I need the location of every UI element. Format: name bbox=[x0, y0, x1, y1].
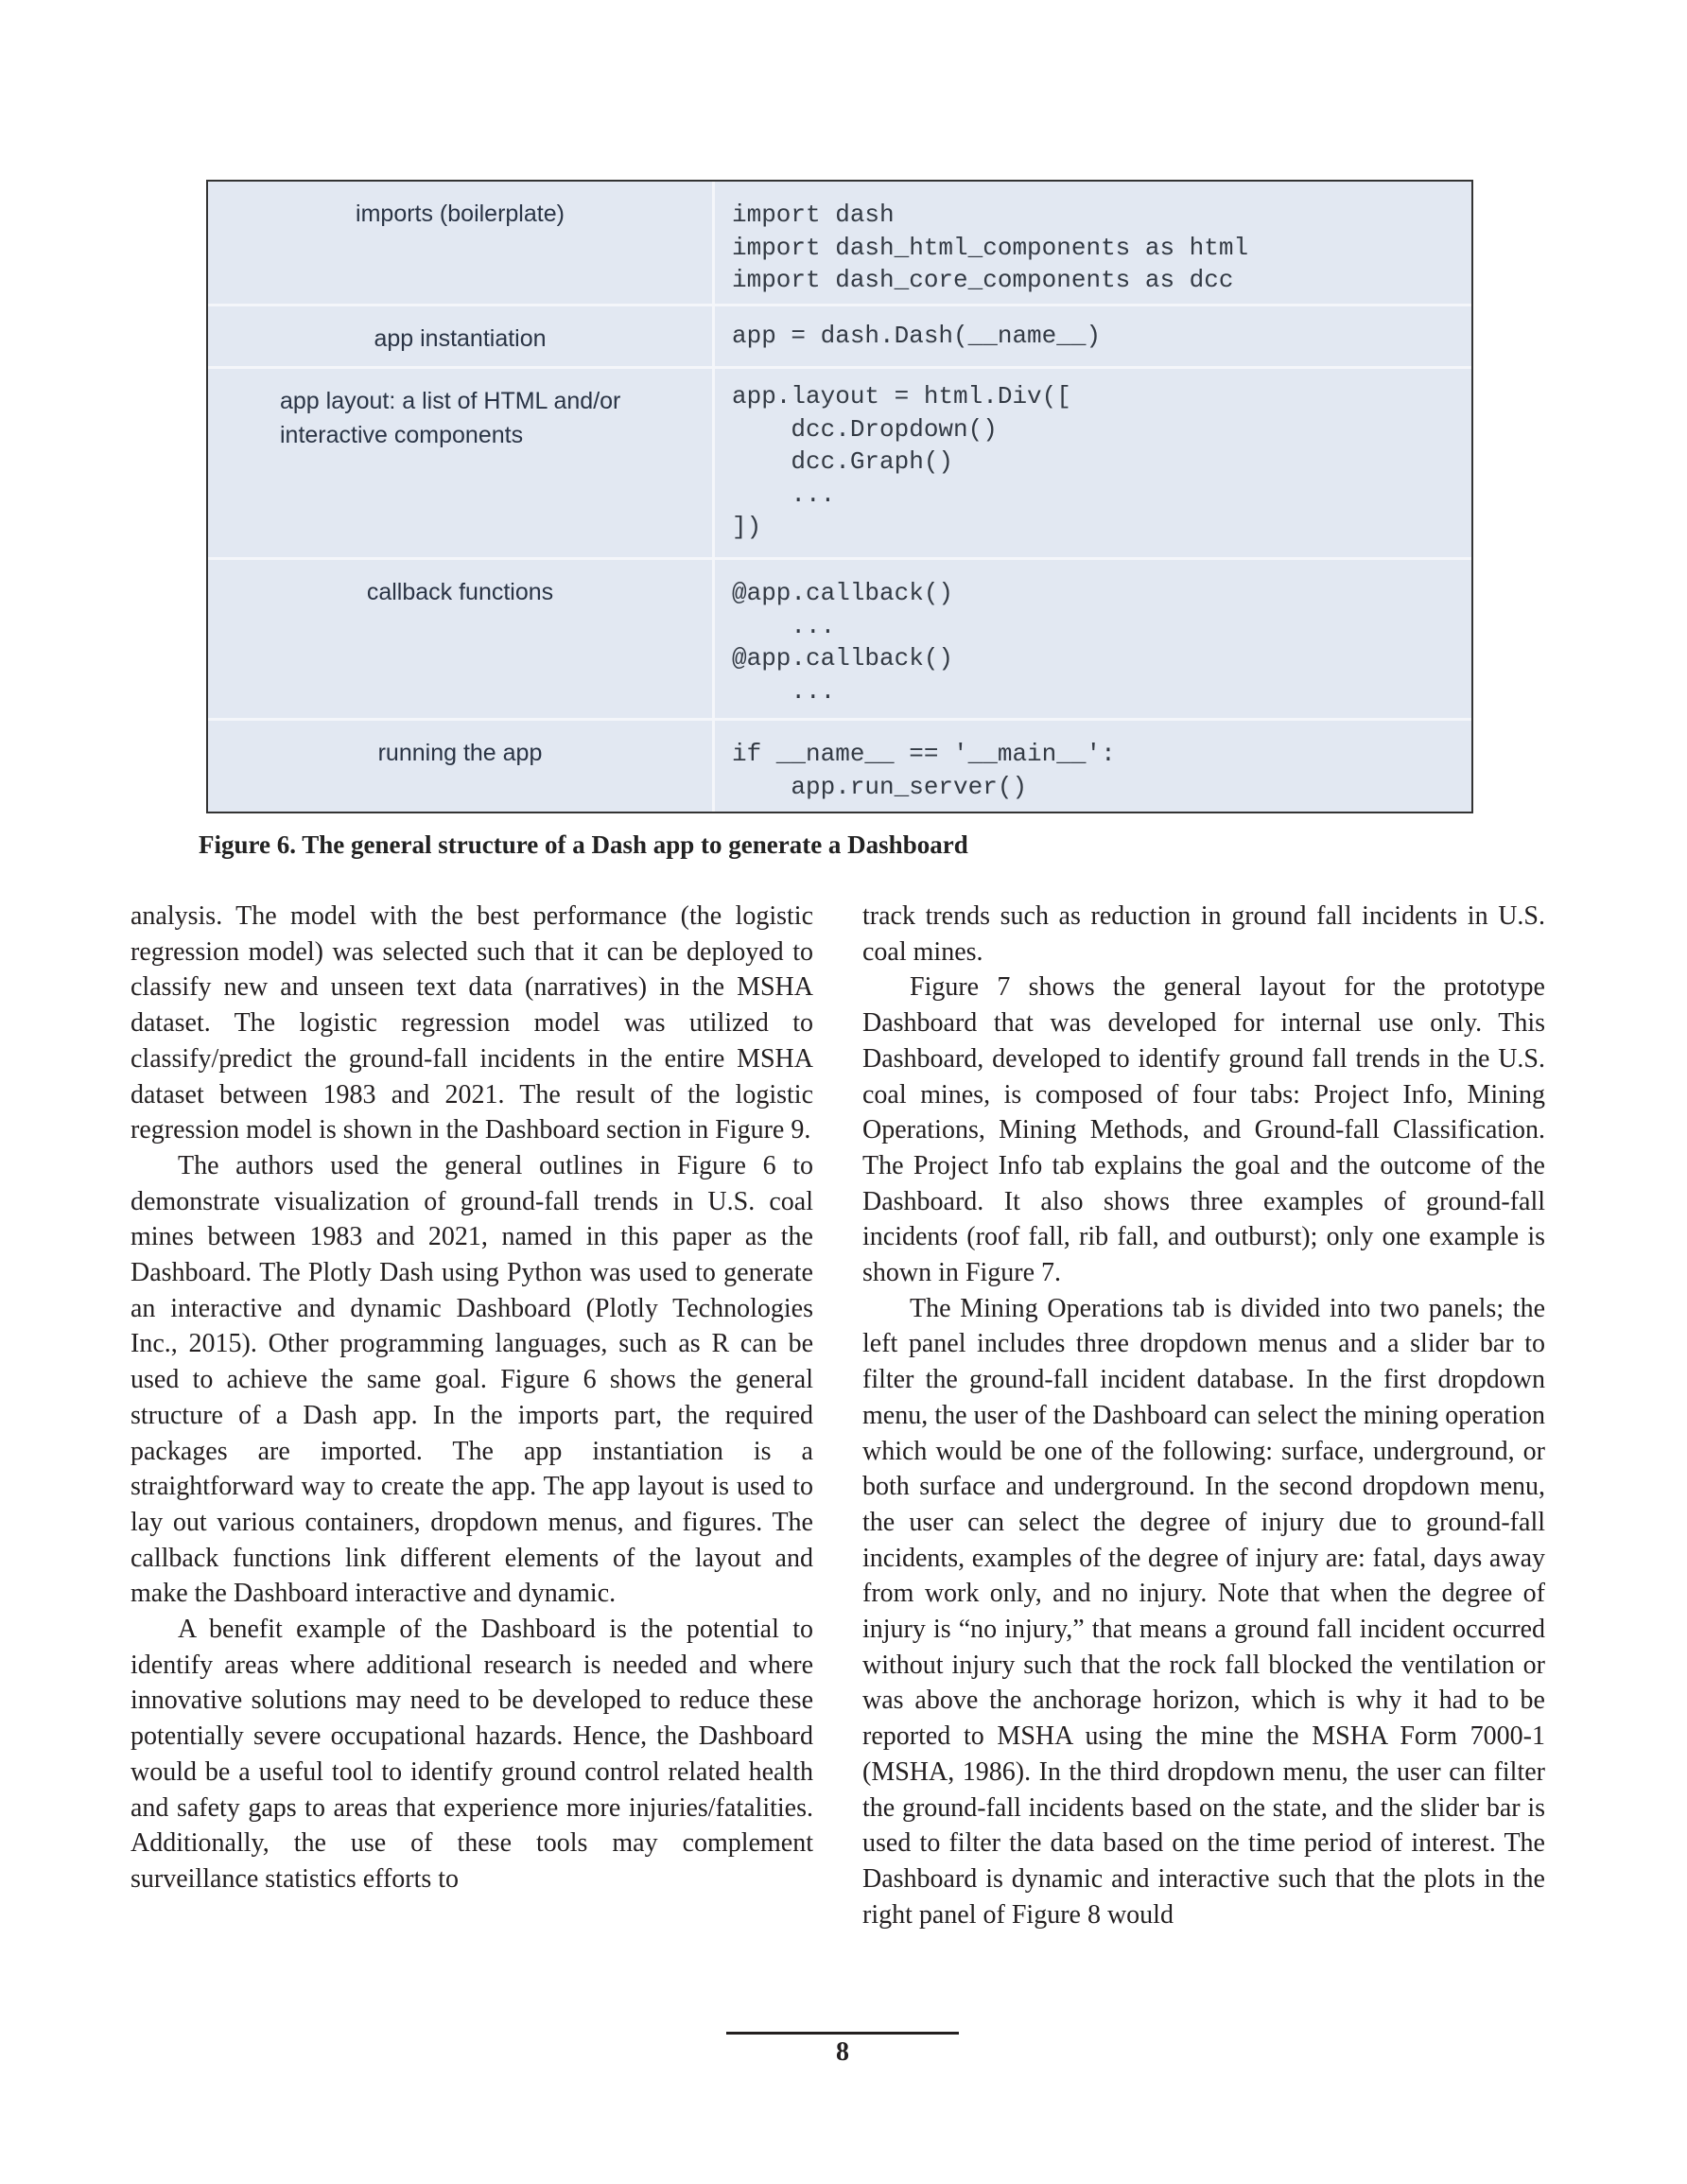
code-block bbox=[715, 182, 1471, 304]
paragraph: Figure 7 shows the general layout for the prototype Dashboard that was developed for internal use only. This Dashboard, developed to identify ground fall trends in the U.S. coal mines, is composed of four tabs: Project Info, Mining Operations, Mining Methods, and Ground-fall Classification. The Project Info tab explains the goal and the outcome of the Dashboard. It also shows three examples of ground-fall incidents (roof fall, rib fall, and outburst); only one example is shown in Figure 7. bbox=[862, 972, 1545, 1288]
code-block bbox=[715, 560, 1471, 718]
table-row-imports bbox=[208, 182, 1471, 306]
table-row-layout bbox=[208, 369, 1471, 560]
row-label: running the app bbox=[208, 721, 715, 812]
figure-caption: Figure 6. The general structure of a Dash app to generate a Dashboard bbox=[199, 830, 968, 859]
code-line: ... bbox=[732, 676, 836, 706]
table-row-callbacks bbox=[208, 560, 1471, 721]
code-line: @app.callback() bbox=[732, 579, 954, 607]
code-line: @app.callback() bbox=[732, 644, 954, 673]
code-line: ... bbox=[732, 480, 836, 509]
code-line: dcc.Dropdown() bbox=[732, 414, 998, 444]
paragraph: The authors used the general outlines in Figure 6 to demonstrate visualization of ground-fall trends in U.S. coal mines between 1983 and 2021, named in this paper as the Dashboard. The Plotly Dash using Python was used to generate an interactive and dynamic Dashboard (Plotly Technologies Inc., 2015). Other programming languages, such as R can be used to achieve the same goal. Figure 6 shows the general structure of a Dash app. In the imports part, the required packages are imported. The app instantiation is a straightforward way to create the app. The app layout is used to lay out various containers, dropdown menus, and figures. The callback functions link different elements of the layout and make the Dashboard interactive and dynamic. bbox=[130, 1150, 813, 1609]
code-line: import dash_core_components as dcc bbox=[732, 266, 1234, 294]
page-number: 8 bbox=[836, 2037, 849, 2067]
code-line: import dash_html_components as html bbox=[732, 233, 1249, 262]
code-line: dcc.Graph() bbox=[732, 447, 954, 476]
figure-6-table bbox=[206, 180, 1473, 813]
code-line: app.layout = html.Div([ bbox=[732, 382, 1071, 411]
code-line: ... bbox=[732, 611, 836, 640]
code-line: import dash bbox=[732, 201, 895, 229]
code-line: app.run_server() bbox=[732, 772, 1028, 801]
left-column bbox=[130, 899, 813, 1897]
code-block bbox=[715, 721, 1471, 812]
code-block bbox=[715, 369, 1471, 557]
row-label: imports (boilerplate) bbox=[208, 182, 715, 304]
row-label: app layout: a list of HTML and/or interactive components bbox=[208, 369, 715, 557]
code-line: if __name__ == '__main__': bbox=[732, 740, 1116, 768]
paragraph: A benefit example of the Dashboard is the potential to identify areas where additional research is needed and where innovative solutions may need to be developed to reduce these potentially severe occupational hazards. Hence, the Dashboard would be a useful tool to identify ground control related health and safety gaps to areas that experience more injuries/fatalities. Additionally, the use of these tools may complement surveillance statistics efforts to bbox=[130, 1615, 813, 1894]
paragraph: The Mining Operations tab is divided into two panels; the left panel includes three dropdown menus and a slider bar to filter the ground-fall incident database. In the first dropdown menu, the user of the Dashboard can select the mining operation which would be one of the following: surface, underground, or both surface and underground. In the second dropdown menu, the user can select the degree of injury due to ground-fall incidents, examples of the degree of injury are: fatal, days away from work only, and no injury. Note that when the degree of injury is “no injury,” that means a ground fall incident occurred without injury such that the rock fall blocked the ventilation or was above the anchorage horizon, which is why it had to be reported to MSHA using the mine the MSHA Form 7000-1 (MSHA, 1986). In the third dropdown menu, the user can filter the ground-fall incidents based on the state, and the slider bar is used to filter the data based on the time period of interest. The Dashboard is dynamic and interactive such that the plots in the right panel of Figure 8 would bbox=[862, 1293, 1545, 1930]
code-line: ]) bbox=[732, 513, 762, 541]
paragraph: analysis. The model with the best performance (the logistic regression model) was selected such that it can be deployed to classify new and unseen text data (narratives) in the MSHA dataset. The logistic regression model was utilized to classify/predict the ground-fall incidents in the entire MSHA dataset between 1983 and 2021. The result of the logistic regression model is shown in the Dashboard section in Figure 9. bbox=[130, 901, 813, 1145]
row-label: app instantiation bbox=[208, 306, 715, 366]
code-block bbox=[715, 306, 1471, 366]
footer-divider bbox=[726, 2032, 959, 2035]
table-row-run bbox=[208, 721, 1471, 812]
row-label: callback functions bbox=[208, 560, 715, 718]
paragraph: track trends such as reduction in ground fall incidents in U.S. coal mines. bbox=[862, 901, 1545, 967]
table-row-instantiation bbox=[208, 306, 1471, 369]
right-column bbox=[862, 899, 1545, 1932]
code-line: app = dash.Dash(__name__) bbox=[732, 322, 1102, 350]
